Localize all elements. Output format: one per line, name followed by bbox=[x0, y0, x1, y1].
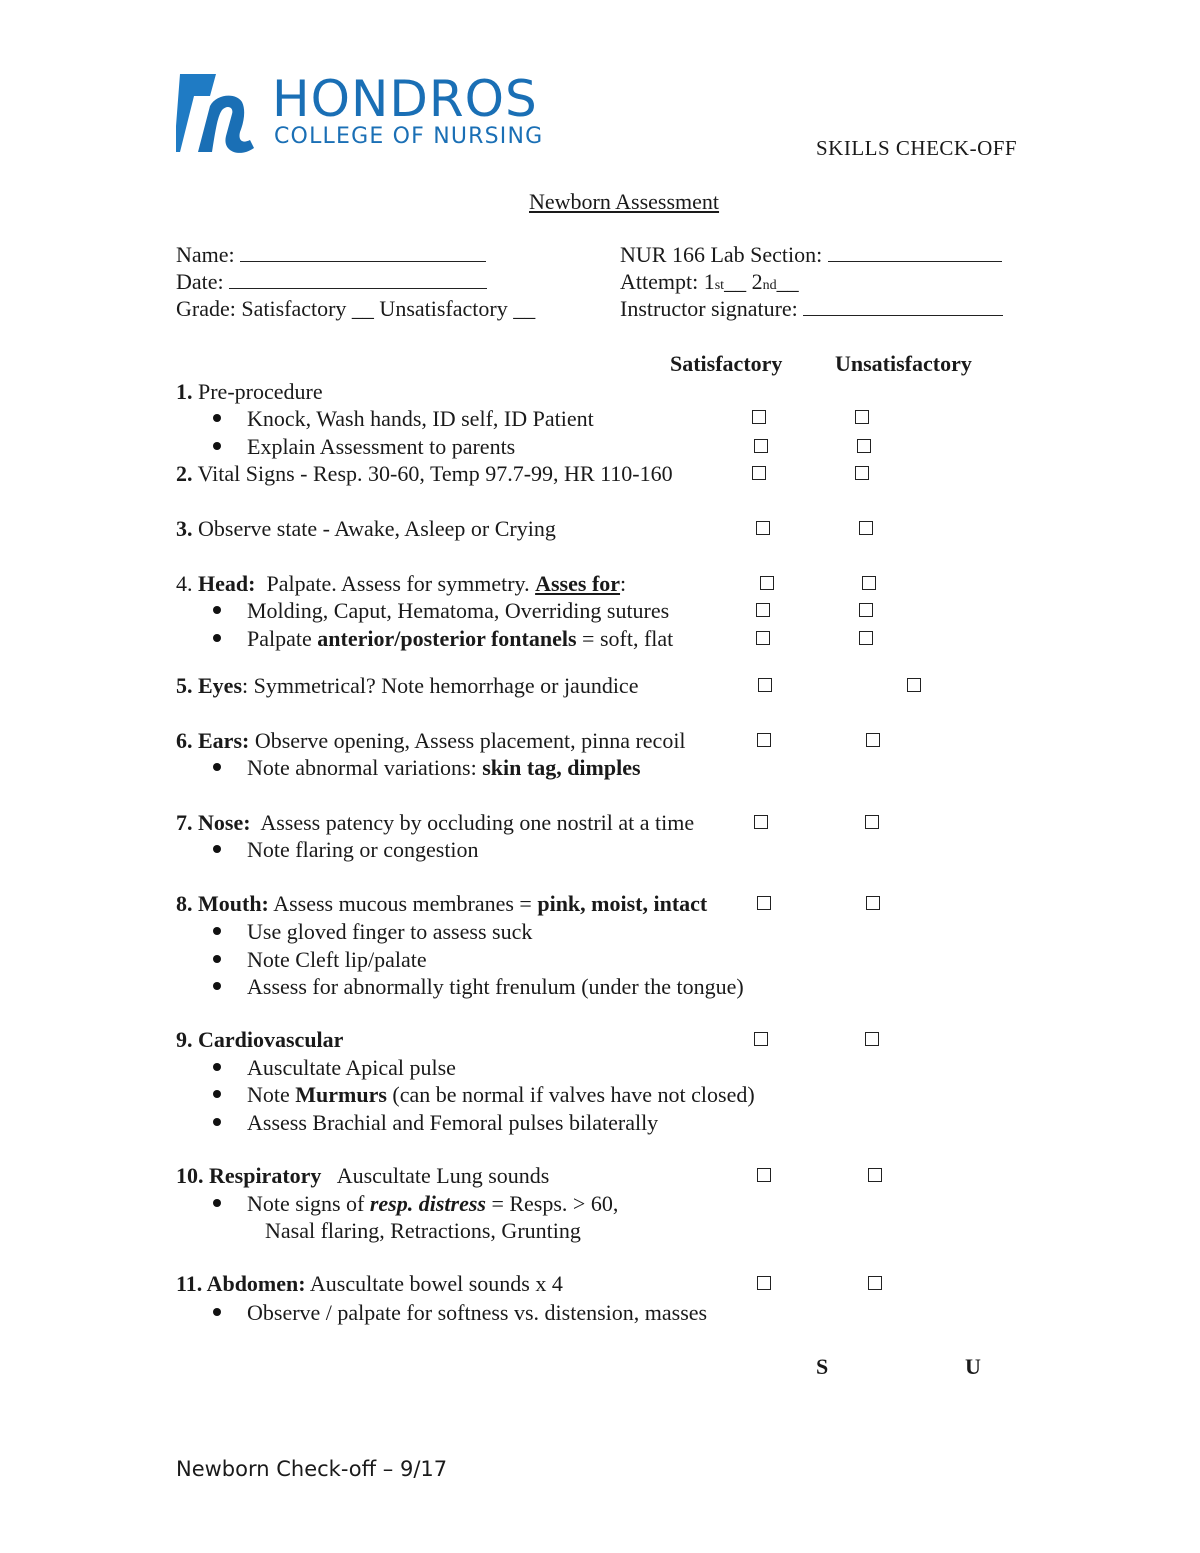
attempt-end: __ bbox=[776, 269, 799, 294]
item-2: 2. Vital Signs - Resp. 30-60, Temp 97.7-99, HR 110-160 bbox=[176, 461, 673, 486]
item-2-unsatisfactory-checkbox[interactable] bbox=[855, 466, 869, 480]
item-10-satisfactory-checkbox[interactable] bbox=[757, 1168, 771, 1182]
doc-type-label: SKILLS CHECK-OFF bbox=[816, 136, 1018, 160]
item-8-unsatisfactory-checkbox[interactable] bbox=[866, 896, 880, 910]
attempt-label: Attempt: 1 bbox=[620, 269, 715, 294]
item-9-bullet-1: Auscultate Apical pulse bbox=[247, 1055, 456, 1080]
signature-label: Instructor signature: bbox=[620, 296, 798, 321]
bullet bbox=[213, 1199, 221, 1207]
bullet bbox=[213, 845, 221, 853]
item-8-bullet-1: Use gloved finger to assess suck bbox=[247, 919, 533, 944]
item-6-satisfactory-checkbox[interactable] bbox=[757, 733, 771, 747]
lab-section-label: NUR 166 Lab Section: bbox=[620, 242, 823, 267]
bullet bbox=[213, 927, 221, 935]
date-blank bbox=[229, 270, 487, 289]
item-1-bullet-1: Knock, Wash hands, ID self, ID Patient bbox=[247, 406, 594, 431]
item-1b-unsatisfactory-checkbox[interactable] bbox=[857, 439, 871, 453]
item-3-unsatisfactory-checkbox[interactable] bbox=[859, 521, 873, 535]
logo-name: HONDROS bbox=[272, 70, 538, 128]
item-8-satisfactory-checkbox[interactable] bbox=[757, 896, 771, 910]
bullet bbox=[213, 1090, 221, 1098]
item-11-bullet-1: Observe / palpate for softness vs. distension, masses bbox=[247, 1300, 708, 1325]
signature-field bbox=[620, 296, 1003, 322]
item-3-satisfactory-checkbox[interactable] bbox=[756, 521, 770, 535]
item-8-bullet-3: Assess for abnormally tight frenulum (under the tongue) bbox=[247, 974, 744, 999]
item-3: 3. Observe state - Awake, Asleep or Crying bbox=[176, 516, 556, 541]
name-blank bbox=[240, 243, 486, 262]
item-1-title: 1. Pre-procedure bbox=[176, 379, 323, 404]
item-10-bullet-1: Note signs of resp. distress = Resps. > 60, bbox=[247, 1191, 619, 1216]
item-9-bullet-3: Assess Brachial and Femoral pulses bilaterally bbox=[247, 1110, 659, 1135]
item-9: 9. Cardiovascular bbox=[176, 1027, 344, 1052]
bullet bbox=[213, 982, 221, 990]
item-11: 11. Abdomen: Auscultate bowel sounds x 4 bbox=[176, 1271, 563, 1296]
s-column-label: S bbox=[816, 1354, 829, 1379]
item-4-satisfactory-checkbox[interactable] bbox=[760, 576, 774, 590]
item-5-unsatisfactory-checkbox[interactable] bbox=[907, 678, 921, 692]
item-6-bullet-1: Note abnormal variations: skin tag, dimples bbox=[247, 755, 641, 780]
item-9-unsatisfactory-checkbox[interactable] bbox=[865, 1032, 879, 1046]
item-4a-satisfactory-checkbox[interactable] bbox=[756, 603, 770, 617]
item-10-bullet-1-line-2: Nasal flaring, Retractions, Grunting bbox=[265, 1218, 581, 1243]
lab-section-blank bbox=[828, 243, 1002, 262]
signature-blank bbox=[803, 297, 1003, 316]
item-1a-unsatisfactory-checkbox[interactable] bbox=[855, 410, 869, 424]
page-title: Newborn Assessment bbox=[529, 189, 720, 214]
item-8: 8. Mouth: Assess mucous membranes = pink, moist, intact bbox=[176, 891, 708, 916]
item-5: 5. Eyes: Symmetrical? Note hemorrhage or jaundice bbox=[176, 673, 639, 698]
bullet bbox=[213, 414, 221, 422]
attempt-mid: __ 2 bbox=[724, 269, 763, 294]
item-4: 4. Head: Palpate. Assess for symmetry. Asses for: bbox=[176, 571, 627, 596]
name-label: Name: bbox=[176, 242, 235, 267]
bullet bbox=[213, 1308, 221, 1316]
name-field bbox=[176, 242, 486, 268]
item-8-bullet-2: Note Cleft lip/palate bbox=[247, 947, 427, 972]
unsatisfactory-header: Unsatisfactory bbox=[835, 351, 972, 376]
item-7: 7. Nose: Assess patency by occluding one nostril at a time bbox=[176, 810, 695, 835]
bullet bbox=[213, 1063, 221, 1071]
satisfactory-header: Satisfactory bbox=[670, 351, 783, 376]
bullet bbox=[213, 634, 221, 642]
item-2-satisfactory-checkbox[interactable] bbox=[752, 466, 766, 480]
date-label: Date: bbox=[176, 269, 224, 294]
item-6: 6. Ears: Observe opening, Assess placement, pinna recoil bbox=[176, 728, 686, 753]
bullet bbox=[213, 955, 221, 963]
item-7-unsatisfactory-checkbox[interactable] bbox=[865, 815, 879, 829]
item-11-satisfactory-checkbox[interactable] bbox=[757, 1276, 771, 1290]
attempt-sup-2: nd bbox=[762, 278, 777, 293]
logo-subtitle: COLLEGE OF NURSING bbox=[274, 124, 544, 149]
item-11-unsatisfactory-checkbox[interactable] bbox=[868, 1276, 882, 1290]
item-10: 10. Respiratory Auscultate Lung sounds bbox=[176, 1163, 550, 1188]
item-4a-unsatisfactory-checkbox[interactable] bbox=[859, 603, 873, 617]
lab-section-field bbox=[620, 242, 1002, 268]
item-4-bullet-1: Molding, Caput, Hematoma, Overriding sutures bbox=[247, 598, 670, 623]
bullet bbox=[213, 606, 221, 614]
grade-field: Grade: Satisfactory __ Unsatisfactory __ bbox=[176, 296, 536, 321]
item-7-satisfactory-checkbox[interactable] bbox=[754, 815, 768, 829]
bullet bbox=[213, 763, 221, 771]
item-9-bullet-2: Note Murmurs (can be normal if valves have not closed) bbox=[247, 1082, 755, 1107]
item-1-bullet-2: Explain Assessment to parents bbox=[247, 434, 516, 459]
u-column-label: U bbox=[965, 1354, 981, 1379]
item-4b-unsatisfactory-checkbox[interactable] bbox=[859, 631, 873, 645]
item-5-satisfactory-checkbox[interactable] bbox=[758, 678, 772, 692]
date-field bbox=[176, 269, 487, 295]
item-1b-satisfactory-checkbox[interactable] bbox=[754, 439, 768, 453]
item-4b-satisfactory-checkbox[interactable] bbox=[756, 631, 770, 645]
item-6-unsatisfactory-checkbox[interactable] bbox=[866, 733, 880, 747]
item-1a-satisfactory-checkbox[interactable] bbox=[752, 410, 766, 424]
hondros-logo-mark bbox=[176, 70, 258, 156]
item-10-unsatisfactory-checkbox[interactable] bbox=[868, 1168, 882, 1182]
page-footer: Newborn Check-off – 9/17 bbox=[176, 1457, 448, 1481]
item-9-satisfactory-checkbox[interactable] bbox=[754, 1032, 768, 1046]
attempt-sup-1: st bbox=[714, 278, 725, 293]
bullet bbox=[213, 1118, 221, 1126]
item-4-bullet-2: Palpate anterior/posterior fontanels = soft, flat bbox=[247, 626, 674, 651]
item-7-bullet-1: Note flaring or congestion bbox=[247, 837, 479, 862]
item-4-unsatisfactory-checkbox[interactable] bbox=[862, 576, 876, 590]
bullet bbox=[213, 442, 221, 450]
attempt-field bbox=[620, 269, 799, 295]
